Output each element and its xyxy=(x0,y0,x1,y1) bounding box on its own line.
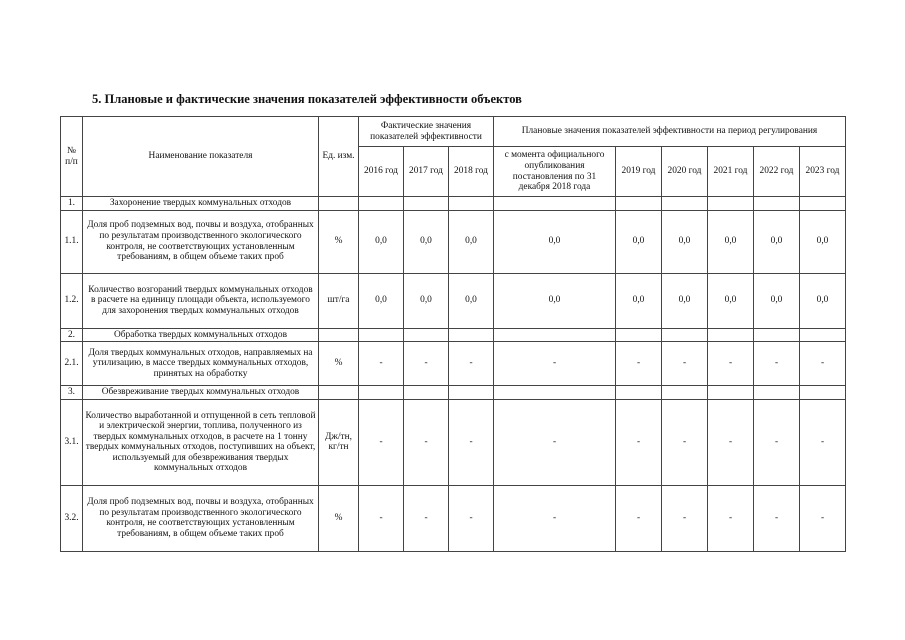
table-row xyxy=(61,342,846,386)
table-row-section xyxy=(61,386,846,400)
row-num: 3. xyxy=(61,386,83,400)
row-num: 3.2. xyxy=(61,485,83,551)
row-value: 0,0 xyxy=(800,210,846,273)
row-value: 0,0 xyxy=(494,210,616,273)
header-year: 2019 год xyxy=(616,147,662,197)
indicators-table xyxy=(60,116,846,552)
table-row xyxy=(61,273,846,328)
row-value: - xyxy=(359,399,404,485)
header-fact-group: Фактические значения показателей эффективности xyxy=(359,117,494,147)
row-value: - xyxy=(494,342,616,386)
row-value: - xyxy=(449,485,494,551)
row-unit: % xyxy=(319,485,359,551)
row-name: Доля проб подземных вод, почвы и воздуха, отобранных по результатам производственного экологического контроля, не соответствующих установленным требованиям, в общем объеме таких проб xyxy=(83,485,319,551)
row-unit: % xyxy=(319,210,359,273)
row-value: - xyxy=(662,342,708,386)
row-value: - xyxy=(616,342,662,386)
row-num: 1.1. xyxy=(61,210,83,273)
row-name: Обработка твердых коммунальных отходов xyxy=(83,328,319,342)
row-value: - xyxy=(708,342,754,386)
row-value: 0,0 xyxy=(754,210,800,273)
table-header xyxy=(61,117,846,197)
header-year: 2016 год xyxy=(359,147,404,197)
row-value: 0,0 xyxy=(754,273,800,328)
row-value: - xyxy=(754,399,800,485)
row-name: Количество выработанной и отпущенной в сеть тепловой и электрической энергии, топлива, полученного из твердых коммунальных отходов, в расчете на 1 тонну твердых коммунальных отходов, поступивших на объект, используемый для обезвреживания твердых коммунальных отходов xyxy=(83,399,319,485)
row-num: 2.1. xyxy=(61,342,83,386)
table-row-section xyxy=(61,197,846,211)
row-value: - xyxy=(494,399,616,485)
header-year: 2020 год xyxy=(662,147,708,197)
row-value: 0,0 xyxy=(616,210,662,273)
table-row xyxy=(61,399,846,485)
row-unit: шт/га xyxy=(319,273,359,328)
row-value: 0,0 xyxy=(708,273,754,328)
header-year: 2018 год xyxy=(449,147,494,197)
row-value: - xyxy=(800,342,846,386)
row-value: - xyxy=(800,485,846,551)
row-value: 0,0 xyxy=(404,273,449,328)
row-value: - xyxy=(708,485,754,551)
row-value: 0,0 xyxy=(616,273,662,328)
row-value: - xyxy=(662,485,708,551)
row-name: Доля проб подземных вод, почвы и воздуха, отобранных по результатам производственного экологического контроля, не соответствующих установленным требованиям, в общем объеме таких проб xyxy=(83,210,319,273)
row-value: - xyxy=(359,485,404,551)
row-value: 0,0 xyxy=(359,210,404,273)
row-value: 0,0 xyxy=(708,210,754,273)
header-year: 2021 год xyxy=(708,147,754,197)
row-name: Доля твердых коммунальных отходов, направляемых на утилизацию, в массе твердых коммунальных отходов, принятых на обработку xyxy=(83,342,319,386)
section-title: 5. Плановые и фактические значения показателей эффективности объектов xyxy=(92,92,522,106)
row-value: 0,0 xyxy=(449,210,494,273)
row-value: - xyxy=(404,399,449,485)
row-name: Обезвреживание твердых коммунальных отходов xyxy=(83,386,319,400)
header-name: Наименование показателя xyxy=(83,117,319,197)
row-value: 0,0 xyxy=(359,273,404,328)
row-unit: Дж/тн, кг/тн xyxy=(319,399,359,485)
row-value: - xyxy=(404,342,449,386)
row-value: - xyxy=(449,342,494,386)
row-value: - xyxy=(449,399,494,485)
row-value: - xyxy=(662,399,708,485)
header-num: № п/п xyxy=(61,117,83,197)
table-row xyxy=(61,210,846,273)
row-value: - xyxy=(494,485,616,551)
header-year: 2023 год xyxy=(800,147,846,197)
header-plan-since: с момента официального опубликования постановления по 31 декабря 2018 года xyxy=(494,147,616,197)
table-row-section xyxy=(61,328,846,342)
row-value: - xyxy=(708,399,754,485)
row-num: 2. xyxy=(61,328,83,342)
row-value: - xyxy=(404,485,449,551)
row-num: 3.1. xyxy=(61,399,83,485)
row-value: 0,0 xyxy=(662,273,708,328)
row-num: 1.2. xyxy=(61,273,83,328)
row-name: Захоронение твердых коммунальных отходов xyxy=(83,197,319,211)
header-unit: Ед. изм. xyxy=(319,117,359,197)
row-name: Количество возгораний твердых коммунальных отходов в расчете на единицу площади объекта, используемого для захоронения твердых коммунальных отходов xyxy=(83,273,319,328)
row-value: - xyxy=(616,485,662,551)
row-value: 0,0 xyxy=(404,210,449,273)
header-plan-group: Плановые значения показателей эффективности на период регулирования xyxy=(494,117,846,147)
row-value: - xyxy=(359,342,404,386)
header-year: 2022 год xyxy=(754,147,800,197)
row-num: 1. xyxy=(61,197,83,211)
row-value: - xyxy=(616,399,662,485)
row-value: 0,0 xyxy=(800,273,846,328)
row-unit: % xyxy=(319,342,359,386)
row-value: 0,0 xyxy=(494,273,616,328)
row-value: 0,0 xyxy=(449,273,494,328)
row-value: - xyxy=(800,399,846,485)
row-value: - xyxy=(754,342,800,386)
header-year: 2017 год xyxy=(404,147,449,197)
row-value: 0,0 xyxy=(662,210,708,273)
table-row xyxy=(61,485,846,551)
row-value: - xyxy=(754,485,800,551)
